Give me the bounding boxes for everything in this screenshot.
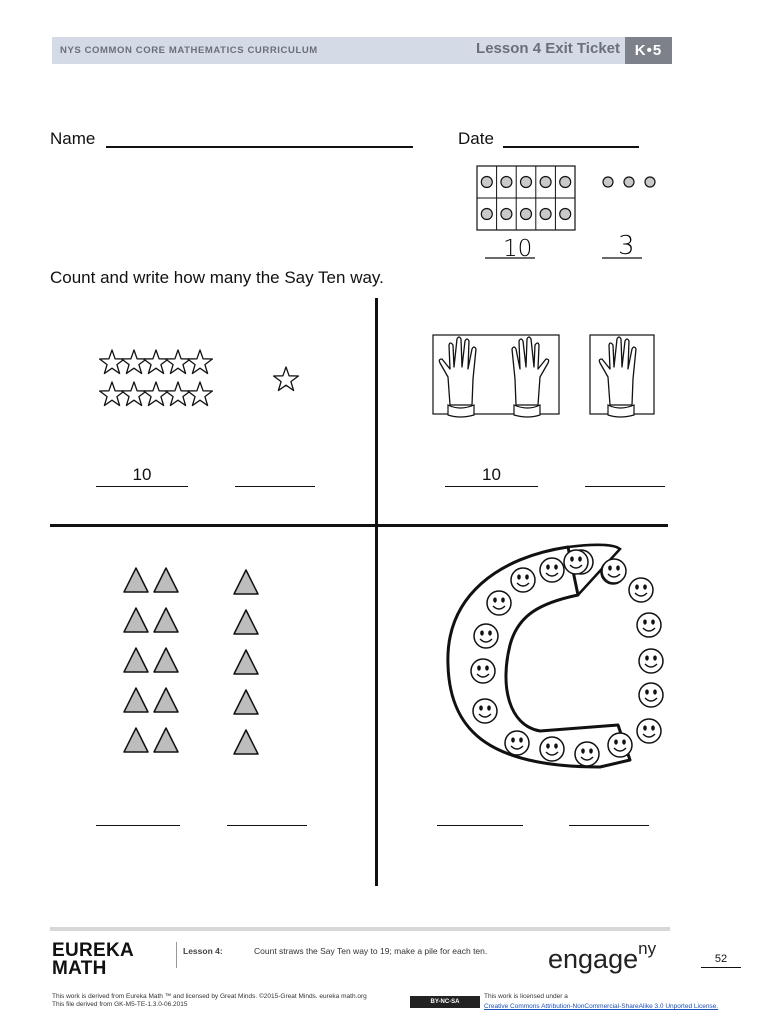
vertical-divider [375,298,378,886]
ten-frame-dot [540,177,551,188]
ten-frame-dot [521,209,532,220]
star-icon [100,350,125,374]
grade-badge: K•5 [625,37,672,64]
smiley-icon [474,624,498,648]
footer-lesson-description: Count straws the Say Ten way to 19; make a pile for each ten. [254,946,488,956]
example-ones-answer: 3 [618,231,635,261]
triangle-icon [124,648,148,672]
name-label: Name [50,129,96,148]
triangle-icon [124,568,148,592]
ten-group-outline [448,547,630,767]
horizontal-divider [50,524,668,527]
triangle-icon [154,688,178,712]
triangle-icon [234,650,258,674]
star-icon [100,382,125,406]
triangles-ones-answer[interactable] [227,803,307,826]
star-icon [188,350,213,374]
ten-frame-dot [501,209,512,220]
extra-dot [645,177,655,187]
triangle-icon [154,648,178,672]
smiley-icon [505,731,529,755]
smiley-icon [637,719,661,743]
stars-ones-answer[interactable] [235,464,315,487]
example-tens-answer: 10 [503,236,533,262]
smiley-icon [473,699,497,723]
ten-frame-dot [481,209,492,220]
hands-ones-answer[interactable] [585,464,665,487]
footer-lesson-label: Lesson 4: [183,946,223,956]
star-icon [122,350,147,374]
smiley-icon [639,649,663,673]
smiley-icon [639,683,663,707]
triangle-icon [154,608,178,632]
smiley-icon [608,733,632,757]
smileys-group [440,535,680,785]
engageny-logo: engage$^{ny}$ [548,939,657,974]
stars-tens-answer[interactable]: 10 [96,464,188,487]
extra-dot [603,177,613,187]
lesson-title: Lesson 4 Exit Ticket [476,40,620,57]
license-text: This work is licensed under a [484,993,568,1000]
star-icon [166,350,191,374]
triangle-icon [154,728,178,752]
hands-group [430,333,660,418]
triangles-group [118,560,278,765]
triangle-icon [124,728,148,752]
footer-bar [50,927,670,931]
star-icon [188,382,213,406]
smiley-icon [511,568,535,592]
smiley-icon [540,737,564,761]
star-icon [144,350,169,374]
smileys-ones-answer[interactable] [569,803,649,826]
extra-dot [624,177,634,187]
credit-text: This work is derived from Eureka Math ™ and licensed by Great Minds. ©2015-Great Minds. eureka math.org This file derived from GK-M5-TE-1.3.0-06.2015 [52,993,367,1008]
triangle-icon [124,688,148,712]
smiley-icon [487,591,511,615]
triangle-icon [234,730,258,754]
smiley-icon [564,550,588,574]
triangle-icon [234,610,258,634]
eureka-math-logo: EUREKA MATH [52,940,135,979]
smiley-icon [540,558,564,582]
smiley-icon [629,578,653,602]
cc-license-badge: BY-NC-SA [410,996,480,1008]
smiley-icon [575,742,599,766]
star-icon [166,382,191,406]
star-icon [144,382,169,406]
ten-frame-dot [501,177,512,188]
page-number: 52 [701,953,741,968]
date-field[interactable] [503,146,639,148]
ten-frame-dot [540,209,551,220]
smiley-icon [602,559,626,583]
smileys-tens-answer[interactable] [437,803,523,826]
star-icon [274,367,299,391]
triangle-icon [154,568,178,592]
instruction-text: Count and write how many the Say Ten way. [50,268,384,287]
smiley-icon [471,659,495,683]
star-icon [122,382,147,406]
ten-frame-dot [481,177,492,188]
date-label: Date [458,129,494,148]
triangle-icon [234,570,258,594]
example-ten-frame [470,160,670,265]
stars-group [95,345,310,415]
ten-frame-dot [521,177,532,188]
triangles-tens-answer[interactable] [96,803,180,826]
name-field[interactable] [106,146,413,148]
hands-tens-answer[interactable]: 10 [445,464,538,487]
footer-separator [176,942,177,968]
ten-frame-dot [560,177,571,188]
curriculum-title: NYS COMMON CORE MATHEMATICS CURRICULUM [60,45,318,56]
triangle-icon [234,690,258,714]
triangle-icon [124,608,148,632]
license-link[interactable]: Creative Commons Attribution-NonCommercial-ShareAlike 3.0 Unported License. [484,1003,719,1010]
ten-frame-dot [560,209,571,220]
smiley-icon [637,613,661,637]
